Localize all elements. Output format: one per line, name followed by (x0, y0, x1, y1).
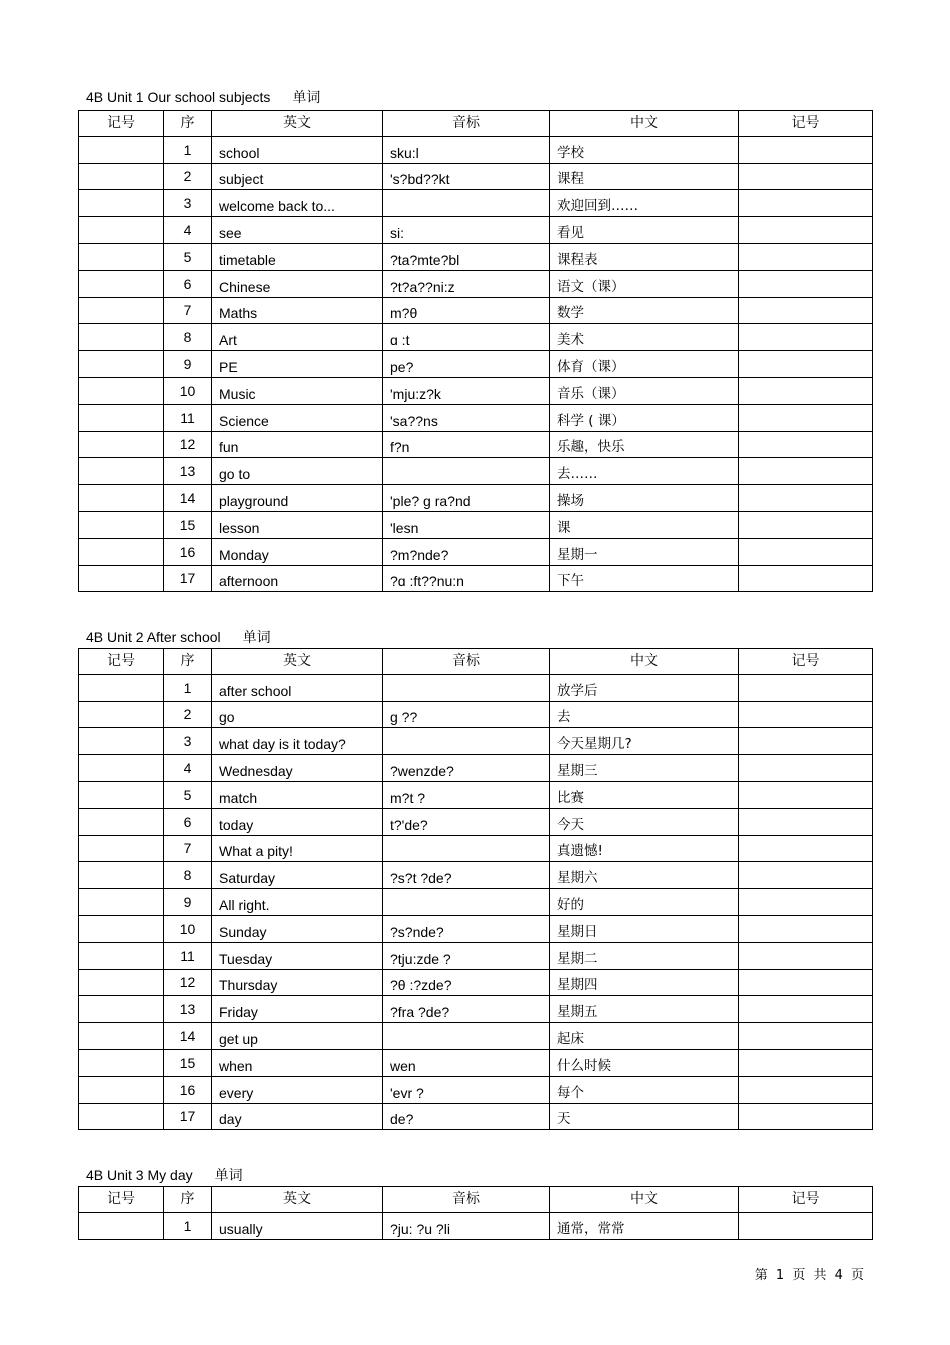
english-cell: Tuesday (212, 942, 383, 969)
phonetic-cell: 'sa??ns (383, 404, 550, 431)
mark-cell (739, 1103, 873, 1130)
phonetic-cell: m?t ? (383, 781, 550, 808)
english-cell: see (212, 217, 383, 244)
phonetic-cell: ɑ :t (383, 324, 550, 351)
column-header: 英文 (212, 1187, 383, 1213)
table-row (79, 136, 873, 163)
english-cell: go to (212, 458, 383, 485)
chinese-cell: 操场 (550, 485, 739, 512)
english-cell: after school (212, 674, 383, 701)
mark-cell (739, 565, 873, 592)
phonetic-cell: ?s?t ?de? (383, 862, 550, 889)
english-cell: What a pity! (212, 835, 383, 862)
table-row (79, 889, 873, 916)
chinese-cell: 去 (550, 701, 739, 728)
table-row (79, 217, 873, 244)
english-cell: match (212, 781, 383, 808)
mark-cell (79, 324, 164, 351)
mark-cell (79, 1212, 164, 1239)
column-header: 音标 (383, 111, 550, 137)
number-cell: 17 (164, 565, 212, 592)
phonetic-cell: f?n (383, 431, 550, 458)
table-row (79, 404, 873, 431)
table-header-row (79, 649, 873, 675)
mark-cell (79, 377, 164, 404)
table-row (79, 297, 873, 324)
mark-cell (739, 431, 873, 458)
number-cell: 9 (164, 889, 212, 916)
table-row (79, 458, 873, 485)
mark-cell (79, 458, 164, 485)
table-row (79, 538, 873, 565)
mark-cell (739, 1076, 873, 1103)
chinese-cell: 数学 (550, 297, 739, 324)
unit-2-title (86, 629, 271, 646)
phonetic-cell: 'ple? ɡ ra?nd (383, 485, 550, 512)
number-cell: 13 (164, 996, 212, 1023)
unit-3-title-en: 4B Unit 3 My day (86, 1167, 193, 1183)
table-row (79, 942, 873, 969)
mark-cell (79, 297, 164, 324)
unit-1-title-en: 4B Unit 1 Our school subjects (86, 89, 271, 105)
phonetic-cell: ?tju:zde ? (383, 942, 550, 969)
english-cell: today (212, 808, 383, 835)
phonetic-cell: 'mju:z?k (383, 377, 550, 404)
column-header: 中文 (550, 111, 739, 137)
mark-cell (79, 351, 164, 378)
phonetic-cell: 's?bd??kt (383, 163, 550, 190)
page-footer: 第 1 页 共 4 页 (754, 1268, 864, 1283)
number-cell: 3 (164, 190, 212, 217)
phonetic-cell: de? (383, 1103, 550, 1130)
unit-1-title (86, 89, 320, 106)
chinese-cell: 好的 (550, 889, 739, 916)
mark-cell (739, 835, 873, 862)
english-cell: playground (212, 485, 383, 512)
unit-1-title-cn: 单词 (292, 90, 321, 106)
table-row (79, 835, 873, 862)
phonetic-cell: pe? (383, 351, 550, 378)
number-cell: 12 (164, 969, 212, 996)
chinese-cell: 欢迎回到…… (550, 190, 739, 217)
phonetic-cell: si: (383, 217, 550, 244)
unit-2-title-en: 4B Unit 2 After school (86, 629, 221, 645)
mark-cell (739, 889, 873, 916)
column-header: 记号 (739, 649, 873, 675)
mark-cell (79, 781, 164, 808)
table-row (79, 969, 873, 996)
english-cell: timetable (212, 243, 383, 270)
english-cell: usually (212, 1212, 383, 1239)
english-cell: what day is it today? (212, 728, 383, 755)
number-cell: 16 (164, 538, 212, 565)
phonetic-cell: ?ju: ?u ?li (383, 1212, 550, 1239)
phonetic-cell: ?fra ?de? (383, 996, 550, 1023)
chinese-cell: 每个 (550, 1076, 739, 1103)
chinese-cell: 课程表 (550, 243, 739, 270)
number-cell: 10 (164, 915, 212, 942)
mark-cell (79, 701, 164, 728)
mark-cell (739, 915, 873, 942)
mark-cell (739, 969, 873, 996)
number-cell: 11 (164, 404, 212, 431)
english-cell: go (212, 701, 383, 728)
number-cell: 3 (164, 728, 212, 755)
mark-cell (79, 915, 164, 942)
column-header: 中文 (550, 649, 739, 675)
number-cell: 14 (164, 485, 212, 512)
chinese-cell: 比赛 (550, 781, 739, 808)
mark-cell (739, 781, 873, 808)
column-header: 记号 (739, 1187, 873, 1213)
mark-cell (739, 942, 873, 969)
mark-cell (739, 377, 873, 404)
chinese-cell: 看见 (550, 217, 739, 244)
mark-cell (79, 889, 164, 916)
number-cell: 9 (164, 351, 212, 378)
number-cell: 12 (164, 431, 212, 458)
mark-cell (79, 1049, 164, 1076)
column-header: 记号 (79, 111, 164, 137)
number-cell: 14 (164, 1023, 212, 1050)
number-cell: 5 (164, 781, 212, 808)
unit-2-vocab-table (78, 648, 873, 1130)
column-header: 英文 (212, 649, 383, 675)
table-row (79, 1103, 873, 1130)
number-cell: 6 (164, 270, 212, 297)
number-cell: 10 (164, 377, 212, 404)
mark-cell (79, 431, 164, 458)
phonetic-cell (383, 674, 550, 701)
number-cell: 13 (164, 458, 212, 485)
mark-cell (739, 217, 873, 244)
chinese-cell: 星期一 (550, 538, 739, 565)
number-cell: 1 (164, 136, 212, 163)
mark-cell (79, 755, 164, 782)
chinese-cell: 课 (550, 511, 739, 538)
phonetic-cell: t?'de? (383, 808, 550, 835)
column-header: 序 (164, 649, 212, 675)
chinese-cell: 音乐（课） (550, 377, 739, 404)
number-cell: 5 (164, 243, 212, 270)
mark-cell (739, 136, 873, 163)
number-cell: 15 (164, 511, 212, 538)
chinese-cell: 课程 (550, 163, 739, 190)
table-row (79, 351, 873, 378)
english-cell: Thursday (212, 969, 383, 996)
mark-cell (79, 136, 164, 163)
phonetic-cell: wen (383, 1049, 550, 1076)
chinese-cell: 星期六 (550, 862, 739, 889)
table-row (79, 996, 873, 1023)
mark-cell (739, 270, 873, 297)
chinese-cell: 放学后 (550, 674, 739, 701)
mark-cell (79, 728, 164, 755)
chinese-cell: 学校 (550, 136, 739, 163)
phonetic-cell (383, 1023, 550, 1050)
mark-cell (79, 511, 164, 538)
mark-cell (79, 1103, 164, 1130)
number-cell: 15 (164, 1049, 212, 1076)
chinese-cell: 体育（课） (550, 351, 739, 378)
table-row (79, 324, 873, 351)
english-cell: afternoon (212, 565, 383, 592)
table-row (79, 485, 873, 512)
english-cell: Science (212, 404, 383, 431)
mark-cell (739, 862, 873, 889)
number-cell: 2 (164, 701, 212, 728)
phonetic-cell (383, 458, 550, 485)
english-cell: fun (212, 431, 383, 458)
mark-cell (79, 190, 164, 217)
number-cell: 2 (164, 163, 212, 190)
table-row (79, 1212, 873, 1239)
table-row (79, 511, 873, 538)
mark-cell (79, 163, 164, 190)
english-cell: day (212, 1103, 383, 1130)
chinese-cell: 科学 ( 课） (550, 404, 739, 431)
mark-cell (739, 1212, 873, 1239)
chinese-cell: 乐趣，快乐 (550, 431, 739, 458)
mark-cell (739, 485, 873, 512)
table-row (79, 377, 873, 404)
chinese-cell: 今天 (550, 808, 739, 835)
table-row (79, 1023, 873, 1050)
mark-cell (79, 835, 164, 862)
mark-cell (79, 565, 164, 592)
number-cell: 11 (164, 942, 212, 969)
number-cell: 1 (164, 674, 212, 701)
number-cell: 6 (164, 808, 212, 835)
table-row (79, 781, 873, 808)
mark-cell (79, 485, 164, 512)
table-row (79, 1049, 873, 1076)
table-row (79, 728, 873, 755)
mark-cell (739, 190, 873, 217)
column-header: 音标 (383, 1187, 550, 1213)
column-header: 中文 (550, 1187, 739, 1213)
unit-1-vocab-table (78, 110, 873, 592)
mark-cell (79, 942, 164, 969)
english-cell: Saturday (212, 862, 383, 889)
english-cell: get up (212, 1023, 383, 1050)
mark-cell (739, 163, 873, 190)
mark-cell (79, 243, 164, 270)
mark-cell (739, 324, 873, 351)
mark-cell (739, 701, 873, 728)
english-cell: when (212, 1049, 383, 1076)
unit-3-title (86, 1167, 243, 1184)
column-header: 英文 (212, 111, 383, 137)
table-row (79, 755, 873, 782)
english-cell: Maths (212, 297, 383, 324)
mark-cell (739, 674, 873, 701)
chinese-cell: 语文（课） (550, 270, 739, 297)
english-cell: lesson (212, 511, 383, 538)
phonetic-cell (383, 889, 550, 916)
table-row (79, 243, 873, 270)
column-header: 序 (164, 111, 212, 137)
phonetic-cell (383, 728, 550, 755)
phonetic-cell: ?ta?mte?bl (383, 243, 550, 270)
column-header: 音标 (383, 649, 550, 675)
mark-cell (79, 674, 164, 701)
table-row (79, 565, 873, 592)
mark-cell (739, 458, 873, 485)
phonetic-cell (383, 190, 550, 217)
mark-cell (739, 511, 873, 538)
english-cell: Sunday (212, 915, 383, 942)
table-row (79, 1076, 873, 1103)
english-cell: school (212, 136, 383, 163)
number-cell: 17 (164, 1103, 212, 1130)
mark-cell (79, 1023, 164, 1050)
english-cell: Wednesday (212, 755, 383, 782)
phonetic-cell: ?t?a??ni:z (383, 270, 550, 297)
mark-cell (79, 808, 164, 835)
number-cell: 8 (164, 862, 212, 889)
english-cell: Friday (212, 996, 383, 1023)
number-cell: 16 (164, 1076, 212, 1103)
chinese-cell: 星期日 (550, 915, 739, 942)
number-cell: 4 (164, 217, 212, 244)
phonetic-cell: ?s?nde? (383, 915, 550, 942)
mark-cell (79, 404, 164, 431)
chinese-cell: 星期五 (550, 996, 739, 1023)
number-cell: 8 (164, 324, 212, 351)
table-row (79, 190, 873, 217)
chinese-cell: 星期二 (550, 942, 739, 969)
phonetic-cell: ɡ ?? (383, 701, 550, 728)
number-cell: 4 (164, 755, 212, 782)
unit-3-vocab-table (78, 1186, 873, 1240)
phonetic-cell: sku:l (383, 136, 550, 163)
table-row (79, 270, 873, 297)
mark-cell (739, 538, 873, 565)
english-cell: welcome back to... (212, 190, 383, 217)
english-cell: Chinese (212, 270, 383, 297)
chinese-cell: 星期四 (550, 969, 739, 996)
table-header-row (79, 111, 873, 137)
english-cell: every (212, 1076, 383, 1103)
unit-2-title-cn: 单词 (242, 630, 271, 646)
phonetic-cell: 'evr ? (383, 1076, 550, 1103)
table-row (79, 808, 873, 835)
mark-cell (739, 1049, 873, 1076)
mark-cell (79, 1076, 164, 1103)
mark-cell (739, 351, 873, 378)
table-row (79, 431, 873, 458)
chinese-cell: 什么时候 (550, 1049, 739, 1076)
mark-cell (79, 538, 164, 565)
mark-cell (79, 217, 164, 244)
chinese-cell: 天 (550, 1103, 739, 1130)
phonetic-cell: ?ɑ :ft??nu:n (383, 565, 550, 592)
mark-cell (79, 969, 164, 996)
number-cell: 7 (164, 297, 212, 324)
column-header: 序 (164, 1187, 212, 1213)
mark-cell (739, 728, 873, 755)
table-row (79, 674, 873, 701)
mark-cell (739, 1023, 873, 1050)
mark-cell (79, 862, 164, 889)
table-row (79, 915, 873, 942)
english-cell: PE (212, 351, 383, 378)
mark-cell (739, 755, 873, 782)
chinese-cell: 美术 (550, 324, 739, 351)
column-header: 记号 (79, 1187, 164, 1213)
phonetic-cell: ?m?nde? (383, 538, 550, 565)
phonetic-cell (383, 835, 550, 862)
table-header-row (79, 1187, 873, 1213)
table-row (79, 163, 873, 190)
chinese-cell: 起床 (550, 1023, 739, 1050)
english-cell: Music (212, 377, 383, 404)
chinese-cell: 今天星期几? (550, 728, 739, 755)
mark-cell (739, 297, 873, 324)
chinese-cell: 去…… (550, 458, 739, 485)
phonetic-cell: m?θ (383, 297, 550, 324)
mark-cell (739, 404, 873, 431)
mark-cell (739, 996, 873, 1023)
phonetic-cell: 'lesn (383, 511, 550, 538)
phonetic-cell: ?θ :?zde? (383, 969, 550, 996)
english-cell: Monday (212, 538, 383, 565)
unit-3-title-cn: 单词 (214, 1168, 243, 1184)
english-cell: subject (212, 163, 383, 190)
mark-cell (739, 808, 873, 835)
chinese-cell: 星期三 (550, 755, 739, 782)
mark-cell (79, 270, 164, 297)
mark-cell (739, 243, 873, 270)
column-header: 记号 (739, 111, 873, 137)
column-header: 记号 (79, 649, 164, 675)
mark-cell (79, 996, 164, 1023)
table-row (79, 701, 873, 728)
table-row (79, 862, 873, 889)
chinese-cell: 下午 (550, 565, 739, 592)
chinese-cell: 通常，常常 (550, 1212, 739, 1239)
number-cell: 7 (164, 835, 212, 862)
phonetic-cell: ?wenzde? (383, 755, 550, 782)
english-cell: Art (212, 324, 383, 351)
english-cell: All right. (212, 889, 383, 916)
number-cell: 1 (164, 1212, 212, 1239)
chinese-cell: 真遗憾! (550, 835, 739, 862)
